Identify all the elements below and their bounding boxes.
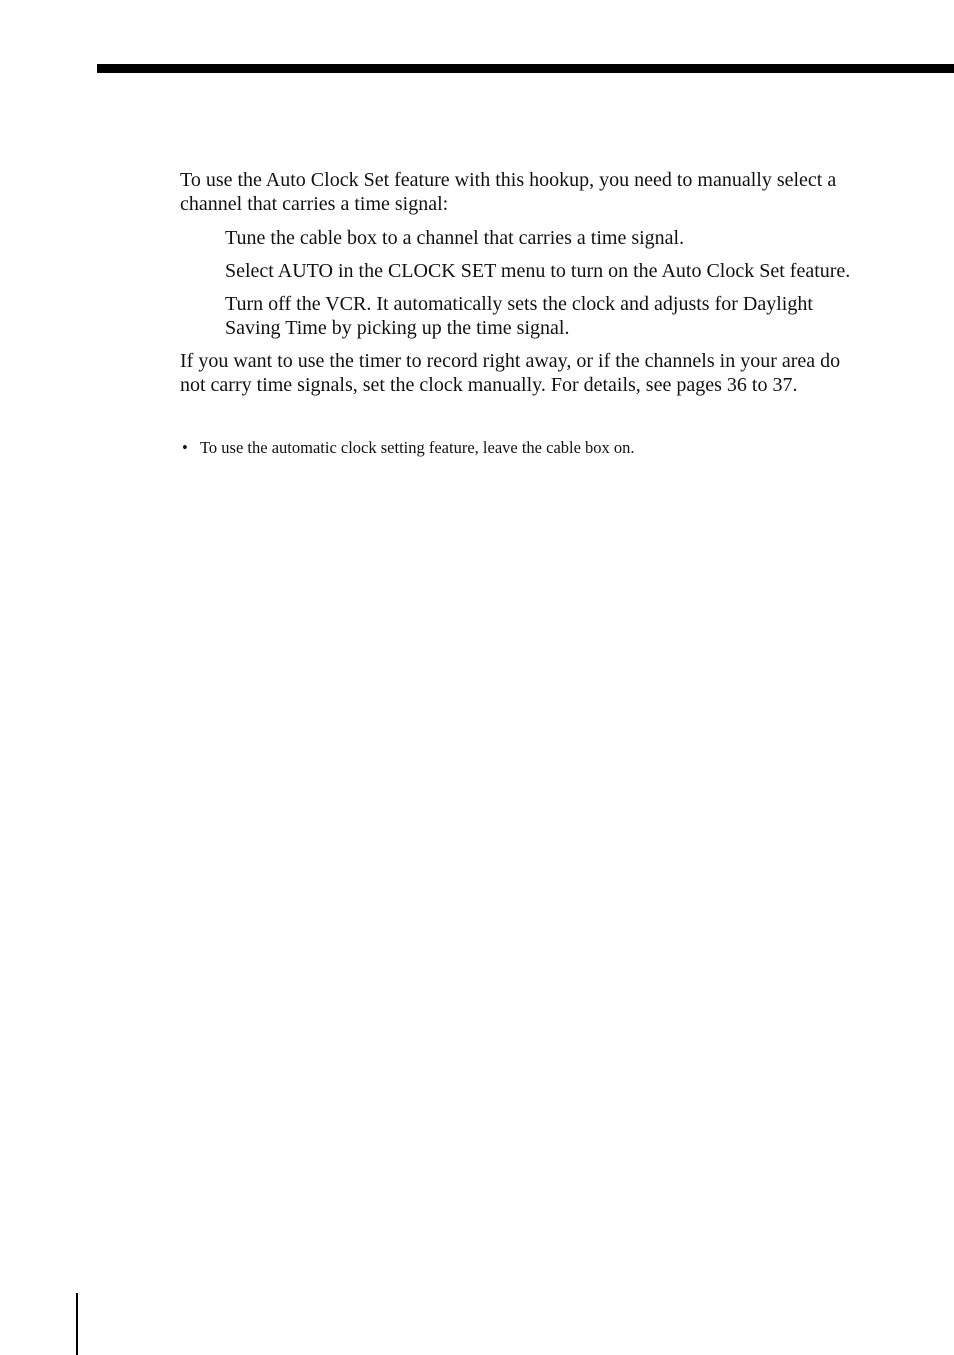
outro-paragraph: If you want to use the timer to record right away, or if the channels in your area do not carry time signals, set the clock manually. For details, see pages 36 to 37. (180, 350, 841, 396)
note-text: To use the automatic clock setting feature, leave the cable box on. (200, 438, 635, 457)
step-list (180, 226, 870, 340)
step-item: Select AUTO in the CLOCK SET menu to turn on the Auto Clock Set feature. (225, 260, 851, 282)
bullet-icon: • (182, 438, 188, 457)
intro-paragraph: To use the Auto Clock Set feature with this hookup, you need to manually select a channel that carries a time signal: (180, 169, 837, 215)
step-item: Tune the cable box to a channel that carries a time signal. (225, 227, 685, 249)
page-margin-rule (76, 1293, 78, 1355)
header-rule (97, 64, 954, 73)
step-item: Turn off the VCR. It automatically sets the clock and adjusts for Daylight Saving Time by picking up the time signal. (225, 293, 813, 339)
note (180, 437, 870, 459)
document-body (180, 168, 870, 459)
